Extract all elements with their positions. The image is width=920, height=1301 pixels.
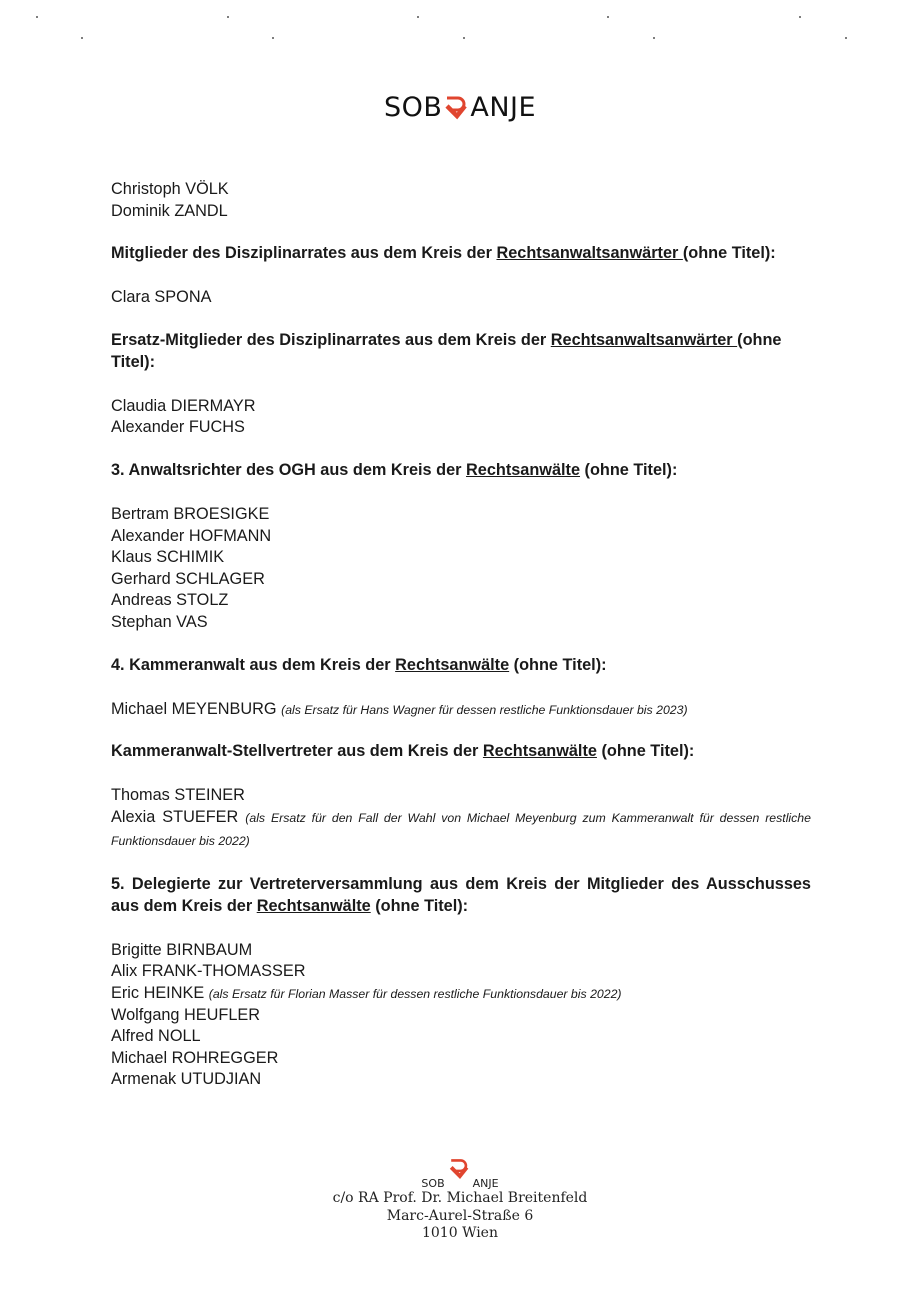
person-name: Wolfgang HEUFLER bbox=[111, 1005, 261, 1024]
person-entry bbox=[111, 982, 811, 1004]
person-entry bbox=[111, 806, 811, 852]
logo-text-right: ANJE bbox=[470, 92, 537, 123]
footer-line: Marc-Aurel-Straße 6 bbox=[386, 1207, 534, 1224]
person-name: Armenak UTUDJIAN bbox=[111, 1070, 262, 1089]
person-name: Bertram BROESIGKE bbox=[111, 504, 270, 523]
person-note: (als Ersatz für den Fall der Wahl von Michael Meyenburg zum Kammeranwalt für dessen restliche Funktionsdauer bis 2022) bbox=[111, 810, 811, 848]
footer-logo-text-right: ANJE bbox=[472, 1177, 499, 1190]
document-body bbox=[111, 178, 811, 1090]
section-kammeranwalt-stellvertreter bbox=[111, 740, 811, 852]
section-heading: Mitglieder des Disziplinarrates aus dem Kreis der Rechtsanwaltsanwärter (ohne Titel): bbox=[111, 244, 776, 263]
person-name: Gerhard SCHLAGER bbox=[111, 569, 265, 588]
footer-address bbox=[0, 1190, 920, 1243]
person-name: Alexander HOFMANN bbox=[111, 526, 272, 545]
footer-line: 1010 Wien bbox=[421, 1225, 498, 1241]
person-name: Thomas STEINER bbox=[111, 786, 245, 805]
person-name: Alix FRANK-THOMASSER bbox=[111, 962, 306, 981]
person-name: Brigitte BIRNBAUM bbox=[111, 940, 253, 959]
person-name: Alexia STUEFER bbox=[111, 807, 239, 826]
person-name: Alfred NOLL bbox=[111, 1027, 201, 1046]
section-heading: Ersatz-Mitglieder des Disziplinarrates aus dem Kreis der Rechtsanwaltsanwärter (ohne Titel): bbox=[111, 330, 782, 371]
section-heading: 3. Anwaltsrichter des OGH aus dem Kreis der Rechtsanwälte (ohne Titel): bbox=[111, 460, 678, 479]
person-name: Christoph VÖLK bbox=[111, 180, 229, 198]
top-names bbox=[111, 178, 811, 221]
person-name: Michael MEYENBURG bbox=[111, 699, 277, 718]
person-entry bbox=[111, 698, 811, 720]
section-heading: 5. Delegierte zur Vertreterversammlung aus dem Kreis der Mitglieder des Ausschusses aus dem Kreis der Rechtsanwälte (ohne Titel): bbox=[111, 874, 811, 915]
person-name: Andreas STOLZ bbox=[111, 591, 229, 610]
person-name: Claudia DIERMAYR bbox=[111, 396, 256, 415]
footer-logo-text-left: SOB bbox=[421, 1177, 445, 1190]
person-name: Eric HEINKE bbox=[111, 983, 205, 1002]
section-heading: Kammeranwalt-Stellvertreter aus dem Kreis der Rechtsanwälte (ohne Titel): bbox=[111, 742, 695, 761]
footer-line: c/o RA Prof. Dr. Michael Breitenfeld bbox=[332, 1190, 588, 1206]
section-disziplinarrat-substitutes bbox=[111, 329, 811, 438]
logo-text-left: SOB bbox=[383, 92, 443, 123]
section-anwaltsrichter-ogh bbox=[111, 459, 811, 633]
person-name: Clara SPONA bbox=[111, 288, 212, 307]
person-name: Klaus SCHIMIK bbox=[111, 548, 225, 567]
person-name: Stephan VAS bbox=[111, 612, 208, 631]
footer-logo-r-mark-icon bbox=[448, 1157, 470, 1183]
section-delegierte bbox=[111, 873, 811, 1090]
section-disziplinarrat-members bbox=[111, 242, 811, 308]
section-kammeranwalt bbox=[111, 654, 811, 720]
logo-r-mark-icon bbox=[444, 94, 468, 124]
footer-logo bbox=[0, 1157, 920, 1190]
person-note: (als Ersatz für Florian Masser für dessen restliche Funktionsdauer bis 2022) bbox=[208, 986, 622, 1001]
person-name: Dominik ZANDL bbox=[111, 201, 228, 220]
person-name: Michael ROHREGGER bbox=[111, 1048, 279, 1067]
person-name: Alexander FUCHS bbox=[111, 418, 245, 437]
person-note: (als Ersatz für Hans Wagner für dessen restliche Funktionsdauer bis 2023) bbox=[281, 702, 688, 717]
header-logo bbox=[0, 92, 920, 124]
section-heading: 4. Kammeranwalt aus dem Kreis der Rechtsanwälte (ohne Titel): bbox=[111, 655, 607, 674]
